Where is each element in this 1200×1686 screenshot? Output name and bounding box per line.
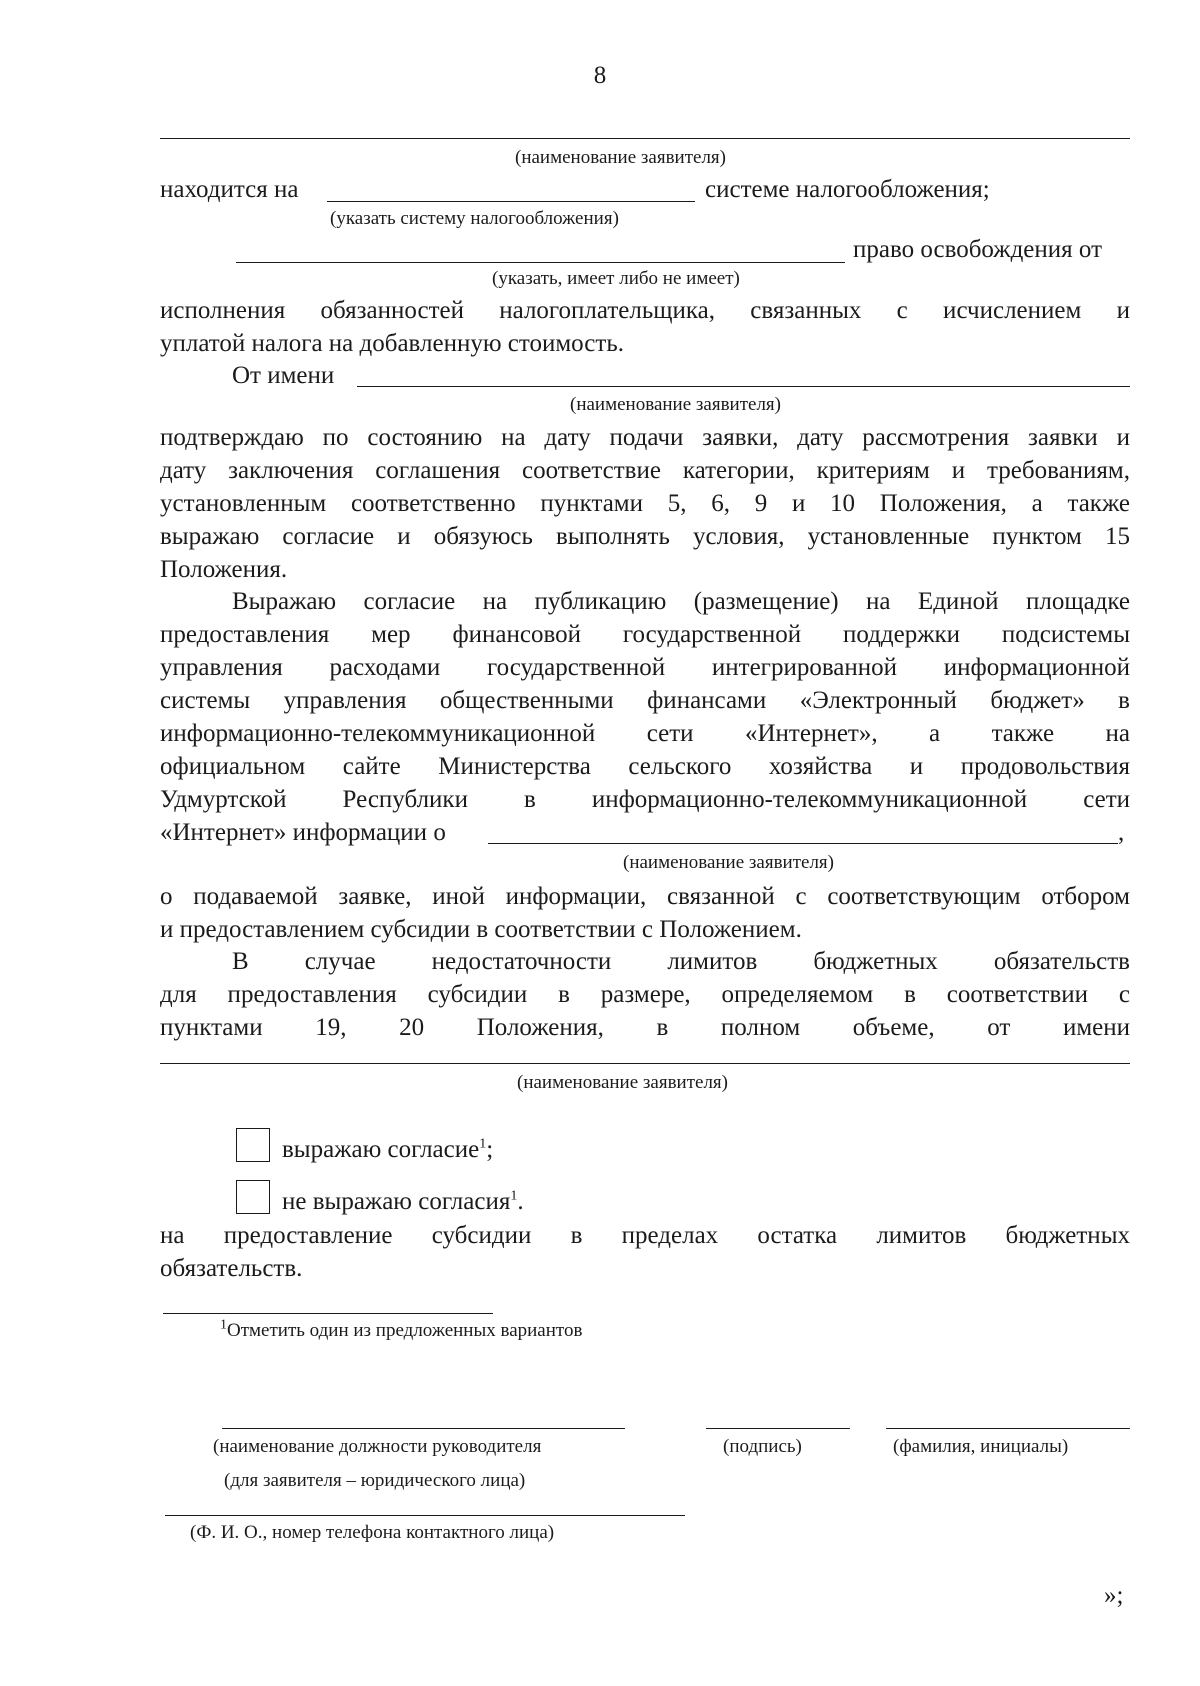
disagree-option-label: не выражаю согласия$^1$. — [282, 1188, 524, 1215]
paragraph-3-line-5: информационно-телекоммуникационной сети «Интернет», а также на — [160, 720, 1130, 747]
paragraph-3-comma: , — [1118, 819, 1125, 846]
page-number: 8 — [593, 62, 607, 89]
paragraph-3-line-6: официальном сайте Министерства сельского хозяйства и продовольствия — [160, 753, 1130, 780]
agree-option-label: выражаю согласие$^1$; — [282, 1136, 494, 1163]
paragraph-2-line-3: установленным соответственно пунктами 5, 6, 9 и 10 Положения, а также — [160, 490, 1130, 517]
agree-footnote-mark: 1 — [479, 1136, 487, 1152]
caption-full-name: (фамилия, инициалы) — [893, 1436, 1069, 1457]
paragraph-3-line-2: предоставления мер финансовой государственной поддержки подсистемы — [160, 621, 1130, 648]
tax-system-prefix: находится на — [160, 176, 299, 203]
caption-applicant-4: (наименование заявителя) — [517, 1072, 728, 1093]
on-behalf-prefix: От имени — [232, 362, 335, 389]
caption-applicant-1: (наименование заявителя) — [515, 147, 726, 168]
caption-signature: (подпись) — [723, 1436, 802, 1457]
caption-contact: (Ф. И. О., номер телефона контактного лица) — [190, 1522, 555, 1543]
disagree-footnote-mark: 1 — [510, 1188, 518, 1204]
caption-position: (наименование должности руководителя — [213, 1436, 542, 1457]
contact-line — [165, 1515, 685, 1516]
paragraph-1-line-1: исполнения обязанностей налогоплательщика, связанных с исчислением и — [160, 297, 1130, 324]
paragraph-6-line-2: обязательств. — [160, 1255, 303, 1282]
paragraph-2-line-2: дату заключения соглашения соответствие категории, критериям и требованиям, — [160, 457, 1130, 484]
signature-line — [706, 1428, 850, 1429]
caption-applicant-3: (наименование заявителя) — [623, 852, 834, 873]
paragraph-2-line-1: подтверждаю по состоянию на дату подачи заявки, дату рассмотрения заявки и — [160, 424, 1130, 451]
paragraph-3-line-8: «Интернет» информации о — [160, 819, 446, 846]
footnote-mark: 1 — [220, 1317, 227, 1333]
footnote-text: Отметить один из предложенных вариантов — [227, 1320, 583, 1341]
paragraph-5-line-2: для предоставления субсидии в размере, определяемом в соответствии с — [160, 981, 1130, 1008]
exemption-line — [236, 262, 845, 263]
paragraph-3-line-7: Удмуртской Республики в информационно-телекоммуникационной сети — [160, 786, 1130, 813]
paragraph-2-line-4: выражаю согласие и обязуюсь выполнять условия, установленные пунктом 15 — [160, 523, 1130, 550]
tax-system-line — [327, 201, 695, 202]
paragraph-1-line-2: уплатой налога на добавленную стоимость. — [160, 330, 624, 357]
caption-position-2: (для заявителя – юридического лица) — [224, 1470, 526, 1491]
paragraph-3-line-3: управления расходами государственной интегрированной информационной — [160, 654, 1130, 681]
paragraph-3-line-1: Выражаю согласие на публикацию (размещение) на Единой площадке — [232, 588, 1130, 615]
position-line — [222, 1428, 625, 1429]
caption-tax-system: (указать систему налогообложения) — [330, 208, 619, 229]
caption-applicant-2: (наименование заявителя) — [570, 394, 781, 415]
paragraph-5-line-1: В случае недостаточности лимитов бюджетных обязательств — [232, 948, 1130, 975]
disagree-checkbox[interactable] — [236, 1180, 270, 1214]
caption-has-or-not: (указать, имеет либо не имеет) — [492, 268, 740, 289]
agree-checkbox[interactable] — [236, 1128, 270, 1162]
exemption-suffix: право освобождения от — [853, 236, 1102, 263]
paragraph-4-line-2: и предоставлением субсидии в соответствии с Положением. — [160, 916, 802, 943]
applicant-name-line-4 — [160, 1063, 1130, 1064]
closing-quote: »; — [1104, 1582, 1124, 1609]
applicant-name-line — [160, 138, 1130, 139]
footnote-separator — [163, 1313, 493, 1314]
tax-system-suffix: системе налогообложения; — [705, 176, 990, 203]
applicant-name-line-2 — [357, 386, 1130, 387]
paragraph-5-line-3: пунктами 19, 20 Положения, в полном объеме, от имени — [160, 1014, 1130, 1041]
paragraph-6-line-1: на предоставление субсидии в пределах остатка лимитов бюджетных — [160, 1222, 1130, 1249]
applicant-name-line-3 — [488, 843, 1118, 844]
paragraph-3-line-4: системы управления общественными финансами «Электронный бюджет» в — [160, 687, 1130, 714]
paragraph-4-line-1: о подаваемой заявке, иной информации, связанной с соответствующим отбором — [160, 883, 1130, 910]
full-name-line — [886, 1428, 1130, 1429]
footnote — [220, 1317, 583, 1342]
paragraph-2-line-5: Положения. — [160, 556, 288, 583]
